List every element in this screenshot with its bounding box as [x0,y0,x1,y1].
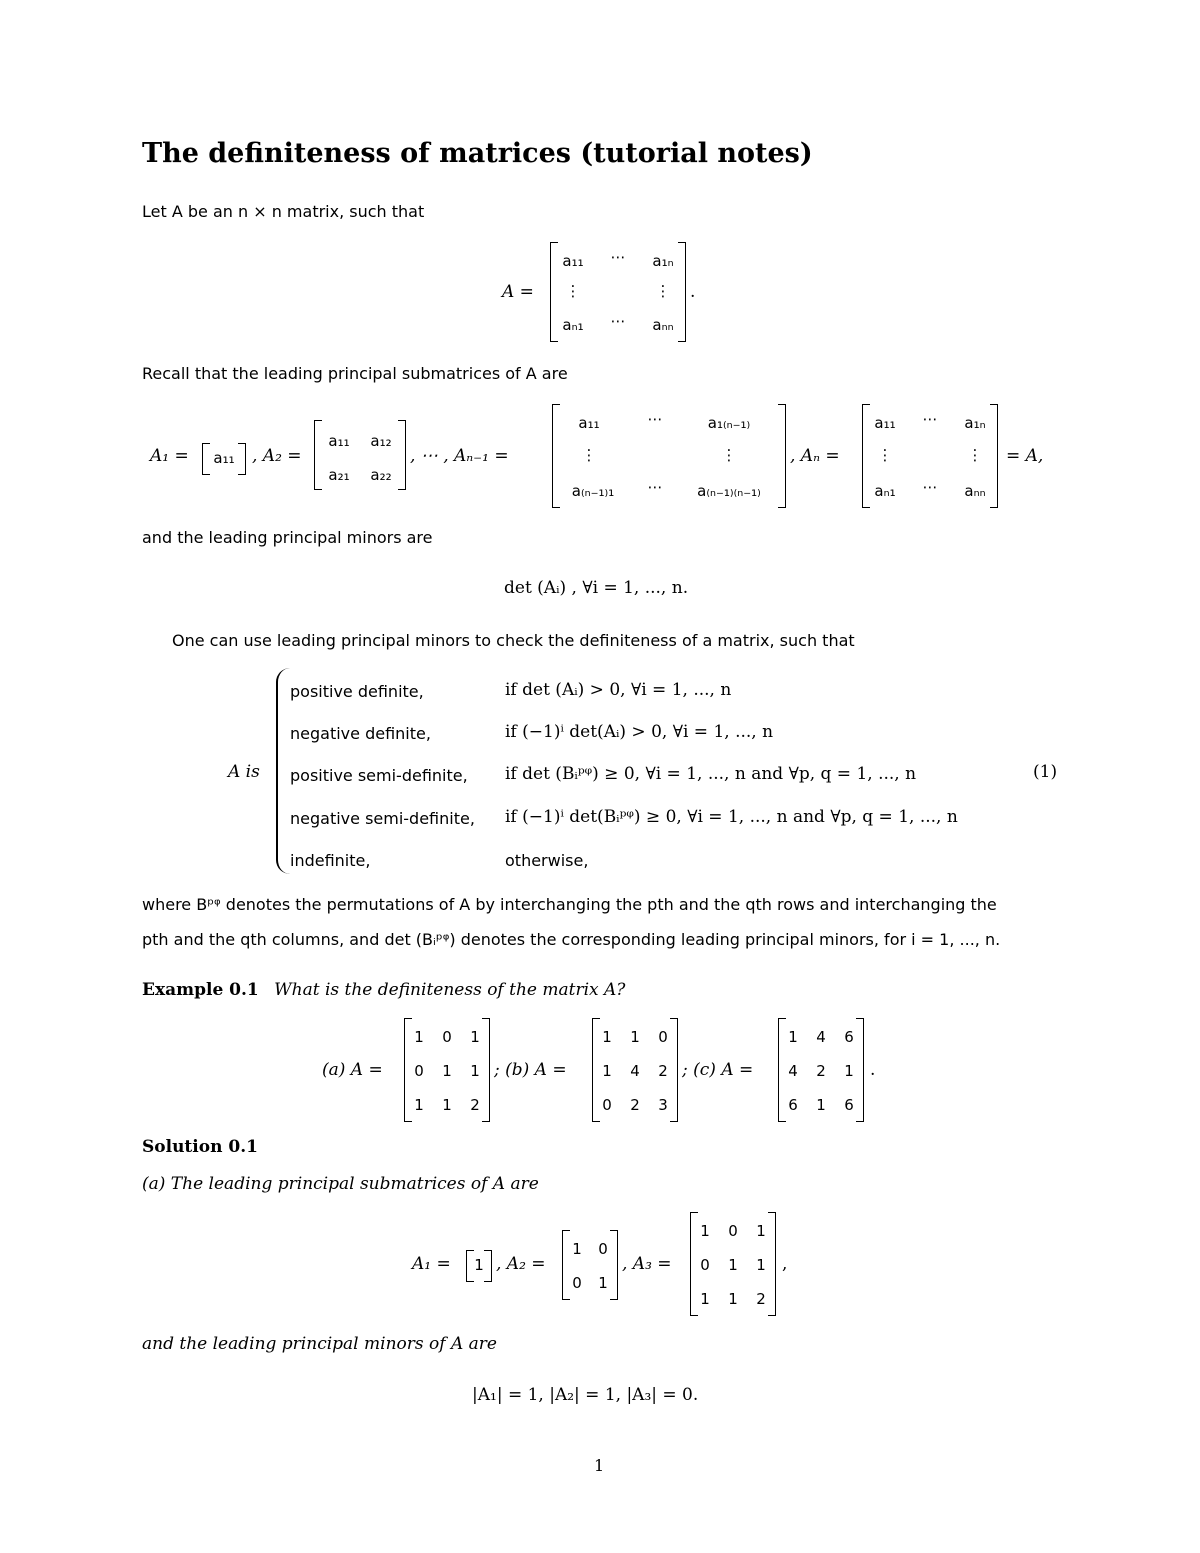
example-matrix-b [592,1018,678,1122]
intro-text: Let A be an n × n matrix, such that [142,202,425,221]
submatrix-an [862,404,998,508]
matrix-cell: a₁₁ [213,449,235,467]
matrix-cell: 1 [474,1256,484,1274]
matrix-cell: a₁₁ [874,414,896,432]
matrix-cell: 4 [816,1028,826,1046]
matrix-cell: 0 [598,1240,608,1258]
equation-number: (1) [1033,762,1058,782]
matrix-cell: 1 [414,1028,424,1046]
matrix-cell: 1 [598,1274,608,1292]
where-text-line2: pth and the qth columns, and det (Bᵢᵖᵠ) denotes the corresponding leading principal minors, for i = 1, ..., n. [142,930,1001,949]
solution-matrix-a1 [466,1250,492,1282]
matrix-cell: a₁₁ [578,414,600,432]
submatrix-an-lhs: , Aₙ = [790,446,840,466]
matrix-cell: ⋯ [647,410,663,428]
submatrix-an1-lhs: , ⋯ , Aₙ₋₁ = [410,446,509,466]
example-matrix-a [404,1018,490,1122]
matrix-cell: 0 [728,1222,738,1240]
case-condition: if det (Aᵢ) > 0, ∀i = 1, ..., n [505,680,732,700]
matrix-cell: 1 [630,1028,640,1046]
solution-trail: , [782,1254,788,1274]
matrix-cell: 1 [602,1062,612,1080]
matrix-cell: 1 [844,1062,854,1080]
matrix-cell: ⋮ [581,446,597,464]
matrix-cell: 1 [756,1256,766,1274]
recall-text: Recall that the leading principal submatrices of A are [142,364,568,383]
matrix-cell: ⋯ [610,248,626,266]
cases-lhs: A is [228,762,260,782]
matrix-cell: a₁₁ [328,432,350,450]
submatrix-a1-lhs: A₁ = [150,446,189,466]
solution-a3-lhs: , A₃ = [622,1254,672,1274]
example-trail: . [870,1060,876,1080]
matrix-cell: ⋮ [967,446,983,464]
matrix-cell: a₁₍ₙ₋₁₎ [707,414,751,432]
matrix-cell: 4 [630,1062,640,1080]
matrix-cell: 0 [700,1256,710,1274]
case-name: indefinite, [290,851,371,870]
page-number: 1 [594,1456,605,1475]
matrix-cell: 4 [788,1062,798,1080]
matrix-cell: ⋮ [565,282,581,300]
matrix-cell: 1 [728,1290,738,1308]
matrix-cell: a₂₁ [328,466,350,484]
submatrix-a2-lhs: , A₂ = [252,446,302,466]
matrix-cell: 0 [658,1028,668,1046]
example-c-label: ; (c) A = [682,1060,754,1080]
submatrix-an1 [552,404,786,508]
matrix-cell: ⋮ [877,446,893,464]
matrix-cell: a₁₂ [370,432,392,450]
matrix-cell: ⋮ [721,446,737,464]
minors-intro: and the leading principal minors are [142,528,433,547]
matrix-cell: 6 [844,1028,854,1046]
matrix-cell: 1 [816,1096,826,1114]
matrix-cell: 1 [602,1028,612,1046]
where-text-line1: where Bᵖᵠ denotes the permutations of A by interchanging the pth and the qth rows and interchanging the [142,895,997,914]
case-name: negative semi-definite, [290,809,475,828]
matrix-cell: 6 [844,1096,854,1114]
matrix-a-lhs: A = [502,282,534,302]
matrix-a [550,242,686,342]
case-condition: if det (Bᵢᵖᵠ) ≥ 0, ∀i = 1, ..., n and ∀p, q = 1, ..., n [505,764,917,784]
matrix-cell: 1 [414,1096,424,1114]
matrix-cell: aₙₙ [964,482,986,500]
matrix-cell: aₙ₁ [874,482,896,500]
matrix-cell: a₁₁ [562,252,584,270]
matrix-cell: a₍ₙ₋₁₎₁ [571,482,615,500]
matrix-cell: 1 [470,1028,480,1046]
example-question: What is the definiteness of the matrix A? [274,980,626,1000]
matrix-cell: 0 [572,1274,582,1292]
case-condition: otherwise, [505,851,589,870]
matrix-cell: 1 [788,1028,798,1046]
matrix-cell: a₁ₙ [652,252,674,270]
matrix-cell: 1 [700,1222,710,1240]
matrix-cell: 6 [788,1096,798,1114]
submatrix-tail: = A, [1006,446,1044,466]
matrix-cell: 2 [630,1096,640,1114]
matrix-cell: 2 [756,1290,766,1308]
case-name: negative definite, [290,724,431,743]
matrix-cell: 1 [756,1222,766,1240]
submatrix-a2 [314,420,406,490]
example-heading [142,980,625,1000]
matrix-cell: ⋯ [647,478,663,496]
solution-label: Solution 0.1 [142,1137,258,1157]
matrix-cell: a₂₂ [370,466,392,484]
matrix-cell: a₁ₙ [964,414,986,432]
matrix-cell: 1 [728,1256,738,1274]
matrix-cell: 0 [414,1062,424,1080]
solution-a1-lhs: A₁ = [412,1254,451,1274]
matrix-a-trail: . [690,282,696,302]
matrix-cell: 1 [442,1062,452,1080]
matrix-cell: 1 [442,1096,452,1114]
example-b-label: ; (b) A = [494,1060,567,1080]
matrix-cell: 3 [658,1096,668,1114]
matrix-cell: aₙ₁ [562,316,584,334]
case-name: positive definite, [290,682,424,701]
minors-equation: det (Aᵢ) , ∀i = 1, ..., n. [504,578,689,598]
case-condition: if (−1)ⁱ det(Bᵢᵖᵠ) ≥ 0, ∀i = 1, ..., n and ∀p, q = 1, ..., n [505,807,958,827]
matrix-cell: 2 [816,1062,826,1080]
solution-matrix-a2 [562,1230,618,1300]
page-title: The definiteness of matrices (tutorial notes) [142,138,813,169]
matrix-cell: 0 [602,1096,612,1114]
matrix-cell: 2 [470,1096,480,1114]
matrix-cell: a₍ₙ₋₁₎₍ₙ₋₁₎ [697,482,761,500]
case-name: positive semi-definite, [290,766,468,785]
matrix-cell: aₙₙ [652,316,674,334]
solution-minors-text: and the leading principal minors of A are [142,1334,497,1354]
matrix-cell: 2 [658,1062,668,1080]
matrix-cell: 1 [470,1062,480,1080]
example-a-label: (a) A = [322,1060,383,1080]
solution-matrix-a3 [690,1212,776,1316]
solution-part-a: (a) The leading principal submatrices of A are [142,1174,539,1194]
matrix-cell: 0 [442,1028,452,1046]
solution-a2-lhs: , A₂ = [496,1254,546,1274]
matrix-cell: 1 [572,1240,582,1258]
submatrix-a1 [202,443,246,475]
example-matrix-c [778,1018,864,1122]
matrix-cell: ⋯ [610,312,626,330]
example-label: Example 0.1 [142,980,259,1000]
solution-minors-equation: |A₁| = 1, |A₂| = 1, |A₃| = 0. [472,1385,699,1405]
criterion-intro: One can use leading principal minors to check the definiteness of a matrix, such that [172,631,855,650]
case-condition: if (−1)ⁱ det(Aᵢ) > 0, ∀i = 1, ..., n [505,722,774,742]
matrix-cell: ⋯ [922,478,938,496]
matrix-cell: ⋯ [922,410,938,428]
matrix-cell: ⋮ [655,282,671,300]
matrix-cell: 1 [700,1290,710,1308]
cases-brace [276,668,290,874]
